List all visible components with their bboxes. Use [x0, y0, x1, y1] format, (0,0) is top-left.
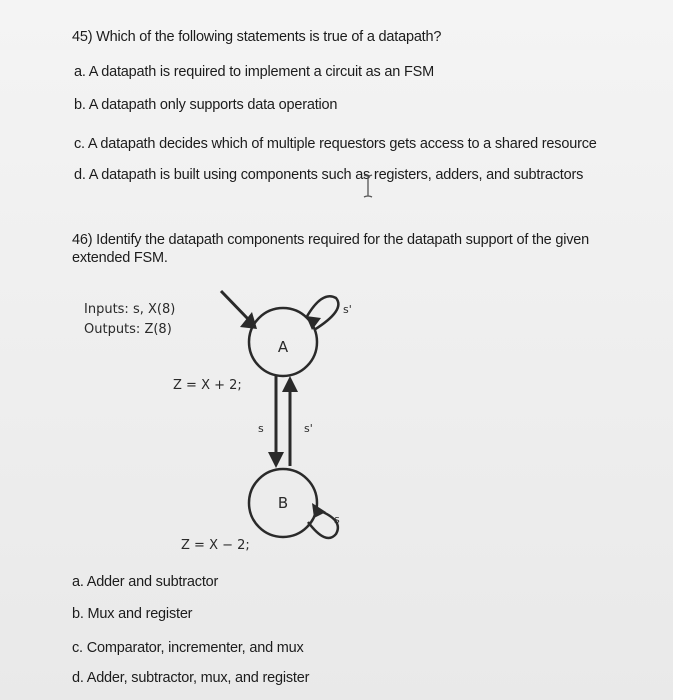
transition-a-to-b-label: s	[258, 422, 264, 435]
transition-b-to-a-label: s'	[304, 422, 313, 435]
state-a-action: Z = X + 2;	[173, 378, 242, 393]
transition-a-to-b-head	[268, 452, 284, 468]
state-a-label: A	[277, 338, 289, 356]
question-45-option-a: a. A datapath is required to implement a circuit as an FSM	[74, 64, 434, 80]
question-46-option-a: a. Adder and subtractor	[72, 574, 219, 590]
question-46-option-d: d. Adder, subtractor, mux, and register	[72, 670, 310, 686]
state-b-self-label: s	[334, 513, 340, 526]
state-b-label: B	[277, 494, 289, 512]
state-a-circle	[249, 308, 317, 376]
fsm-inputs-label: Inputs: s, X(8)	[84, 302, 176, 317]
state-b-self-loop	[308, 510, 338, 538]
state-a-self-loop	[306, 296, 338, 330]
question-45-text: 45) Which of the following statements is true of a datapath?	[72, 29, 442, 45]
question-46-option-b: b. Mux and register	[72, 606, 193, 622]
question-45-option-c: c. A datapath decides which of multiple requestors gets access to a shared resource	[74, 136, 597, 152]
initial-state-arrow	[221, 291, 249, 320]
state-b-self-loop-head	[312, 503, 326, 518]
text-cursor-icon	[363, 174, 373, 198]
state-b-action: Z = X − 2;	[181, 538, 250, 553]
question-45-option-d: d. A datapath is built using components such as registers, adders, and subtractors	[74, 167, 584, 183]
state-a-self-label: s'	[343, 303, 352, 316]
question-46-option-c: c. Comparator, incrementer, and mux	[72, 640, 304, 656]
question-45-option-b: b. A datapath only supports data operation	[74, 97, 338, 113]
state-a-self-loop-head	[306, 316, 321, 330]
question-46-text: 46) Identify the datapath components required for the datapath support of the given extended FSM.	[72, 232, 590, 266]
fsm-outputs-label: Outputs: Z(8)	[84, 322, 172, 337]
initial-arrow-head	[240, 312, 257, 329]
state-b-circle	[249, 469, 317, 537]
transition-b-to-a-head	[282, 376, 298, 392]
